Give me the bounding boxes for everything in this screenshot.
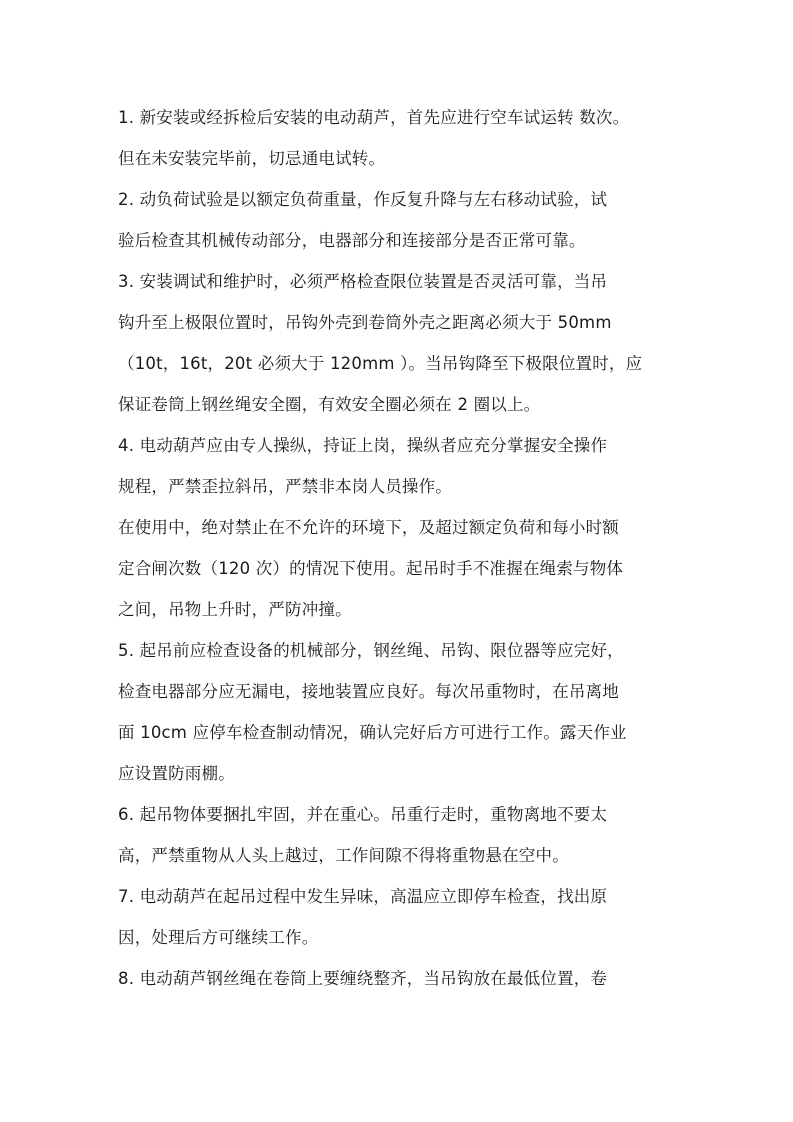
text-line: 定合闸次数（120 次）的情况下使用。起吊时手不准握在绳索与物体: [118, 559, 624, 578]
text-line: 之间，吊物上升时，严防冲撞。: [118, 600, 352, 619]
text-line: 高，严禁重物从人头上越过，工作间隙不得将重物悬在空中。: [118, 846, 569, 865]
text-line: 2. 动负荷试验是以额定负荷重量，作反复升降与左右移动试验，试: [118, 190, 608, 209]
text-line: 验后检查其机械传动部分，电器部分和连接部分是否正常可靠。: [118, 231, 586, 250]
text-line: 规程，严禁歪拉斜吊，严禁非本岗人员操作。: [118, 477, 452, 496]
document-body: [118, 97, 680, 999]
text-line: 检查电器部分应无漏电，接地装置应良好。每次吊重物时，在吊离地: [118, 682, 619, 701]
text-line: 3. 安装调试和维护时，必须严格检查限位装置是否灵活可靠，当吊: [118, 272, 608, 291]
text-line: 6. 起吊物体要捆扎牢固，并在重心。吊重行走时，重物离地不要太: [118, 805, 608, 824]
text-line: 5. 起吊前应检查设备的机械部分，钢丝绳、吊钩、限位器等应完好，: [118, 641, 624, 660]
text-line: 在使用中，绝对禁止在不允许的环境下，及超过额定负荷和每小时额: [118, 518, 619, 537]
text-line: 7. 电动葫芦在起吊过程中发生异味，高温应立即停车检查，找出原: [118, 887, 608, 906]
text-line: 4. 电动葫芦应由专人操纵，持证上岗，操纵者应充分掌握安全操作: [118, 436, 608, 455]
text-line: 面 10cm 应停车检查制动情况，确认完好后方可进行工作。露天作业: [118, 723, 627, 742]
text-line: 保证卷筒上钢丝绳安全圈，有效安全圈必须在 2 圈以上。: [118, 395, 541, 414]
text-line: 8. 电动葫芦钢丝绳在卷筒上要缠绕整齐，当吊钩放在最低位置，卷: [118, 969, 608, 988]
text-line: 因，处理后方可继续工作。: [118, 928, 319, 947]
text-line: 但在未安装完毕前，切忌通电试转。: [118, 149, 386, 168]
text-line: 1. 新安装或经拆检后安装的电动葫芦，首先应进行空车试运转 数次。: [118, 108, 630, 127]
text-line: 应设置防雨棚。: [118, 764, 235, 783]
text-line: 钩升至上极限位置时，吊钩外壳到卷筒外壳之距离必须大于 50mm: [118, 313, 612, 332]
text-line: （10t，16t，20t 必须大于 120mm ）。当吊钩降至下极限位置时，应: [118, 354, 643, 373]
